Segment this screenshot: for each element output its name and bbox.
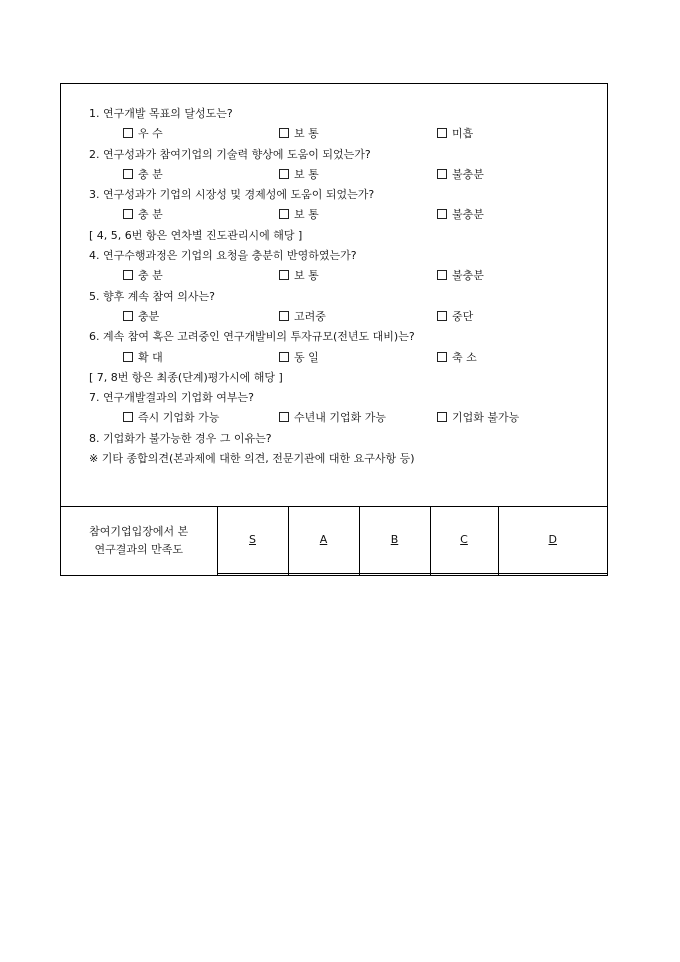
question-2-options [89, 165, 597, 185]
question-2: 2. 연구성과가 참여기업의 기술력 향상에 도움이 되었는가? [89, 147, 371, 161]
grade-header-s: S [217, 507, 288, 574]
checkbox-icon [123, 311, 133, 321]
section-note: [ 4, 5, 6번 항은 연차별 진도관리시에 해당 ] [89, 228, 303, 242]
grade-cell-s[interactable] [217, 573, 288, 575]
option-checkbox[interactable]: 고려중 [279, 307, 326, 327]
checkbox-icon [123, 209, 133, 219]
checkbox-icon [437, 169, 447, 179]
question-4: 4. 연구수행과정은 기업의 요청을 충분히 반영하였는가? [89, 249, 357, 263]
checkbox-icon [279, 352, 289, 362]
checkbox-icon [279, 209, 289, 219]
option-checkbox[interactable]: 우 수 [123, 124, 163, 144]
option-checkbox[interactable]: 축 소 [437, 348, 477, 368]
checkbox-icon [123, 128, 133, 138]
question-6-options [89, 348, 597, 368]
grade-cell-b[interactable] [359, 573, 430, 575]
checkbox-icon [437, 209, 447, 219]
checkbox-icon [437, 352, 447, 362]
grade-header-a: A [288, 507, 359, 574]
checkbox-icon [123, 412, 133, 422]
question-4-options [89, 266, 597, 286]
evaluation-form [60, 83, 608, 576]
question-5: 5. 향후 계속 참여 의사는? [89, 289, 215, 303]
grade-header-b: B [359, 507, 430, 574]
checkbox-icon [437, 311, 447, 321]
option-checkbox[interactable]: 불충분 [437, 205, 484, 225]
option-checkbox[interactable]: 기업화 불가능 [437, 408, 519, 428]
question-1: 1. 연구개발 목표의 달성도는? [89, 107, 233, 120]
section-note: [ 7, 8번 항은 최종(단계)평가시에 해당 ] [89, 370, 283, 384]
satisfaction-label: 참여기업입장에서 본 연구결과의 만족도 [61, 507, 217, 576]
satisfaction-table [61, 506, 607, 576]
checkbox-icon [279, 169, 289, 179]
option-checkbox[interactable]: 미흡 [437, 124, 473, 144]
option-checkbox[interactable]: 충분 [123, 307, 159, 327]
option-checkbox[interactable]: 즉시 기업화 가능 [123, 408, 219, 428]
checkbox-icon [279, 412, 289, 422]
checkbox-icon [279, 270, 289, 280]
question-7-options [89, 408, 597, 428]
question-8: 8. 기업화가 불가능한 경우 그 이유는? [89, 431, 272, 445]
checkbox-icon [279, 128, 289, 138]
option-checkbox[interactable]: 충 분 [123, 266, 163, 286]
other-comments: ※ 기타 종합의견(본과제에 대한 의견, 전문기관에 대한 요구사항 등) [89, 452, 415, 466]
checkbox-icon [437, 412, 447, 422]
checkbox-icon [279, 311, 289, 321]
option-checkbox[interactable]: 확 대 [123, 348, 163, 368]
option-checkbox[interactable]: 중단 [437, 307, 473, 327]
option-checkbox[interactable]: 보 통 [279, 165, 319, 185]
grade-cell-a[interactable] [288, 573, 359, 575]
option-checkbox[interactable]: 동 일 [279, 348, 319, 368]
question-1-options [89, 124, 597, 144]
option-checkbox[interactable]: 보 통 [279, 205, 319, 225]
question-3-options [89, 205, 597, 225]
grade-header-c: C [430, 507, 498, 574]
checkbox-icon [437, 128, 447, 138]
question-list [89, 104, 597, 469]
question-5-options [89, 307, 597, 327]
checkbox-icon [123, 270, 133, 280]
question-6: 6. 계속 참여 혹은 고려중인 연구개발비의 투자규모(전년도 대비)는? [89, 330, 415, 344]
option-checkbox[interactable]: 충 분 [123, 205, 163, 225]
option-checkbox[interactable]: 보 통 [279, 124, 319, 144]
question-7: 7. 연구개발결과의 기업화 여부는? [89, 391, 254, 405]
option-checkbox[interactable]: 충 분 [123, 165, 163, 185]
question-3: 3. 연구성과가 기업의 시장성 및 경제성에 도움이 되었는가? [89, 188, 375, 202]
checkbox-icon [123, 169, 133, 179]
grade-header-d: D [498, 507, 607, 574]
option-checkbox[interactable]: 불충분 [437, 165, 484, 185]
option-checkbox[interactable]: 수년내 기업화 가능 [279, 408, 386, 428]
option-checkbox[interactable]: 불충분 [437, 266, 484, 286]
option-checkbox[interactable]: 보 통 [279, 266, 319, 286]
checkbox-icon [123, 352, 133, 362]
grade-cell-d[interactable] [498, 573, 607, 575]
checkbox-icon [437, 270, 447, 280]
grade-cell-c[interactable] [430, 573, 498, 575]
